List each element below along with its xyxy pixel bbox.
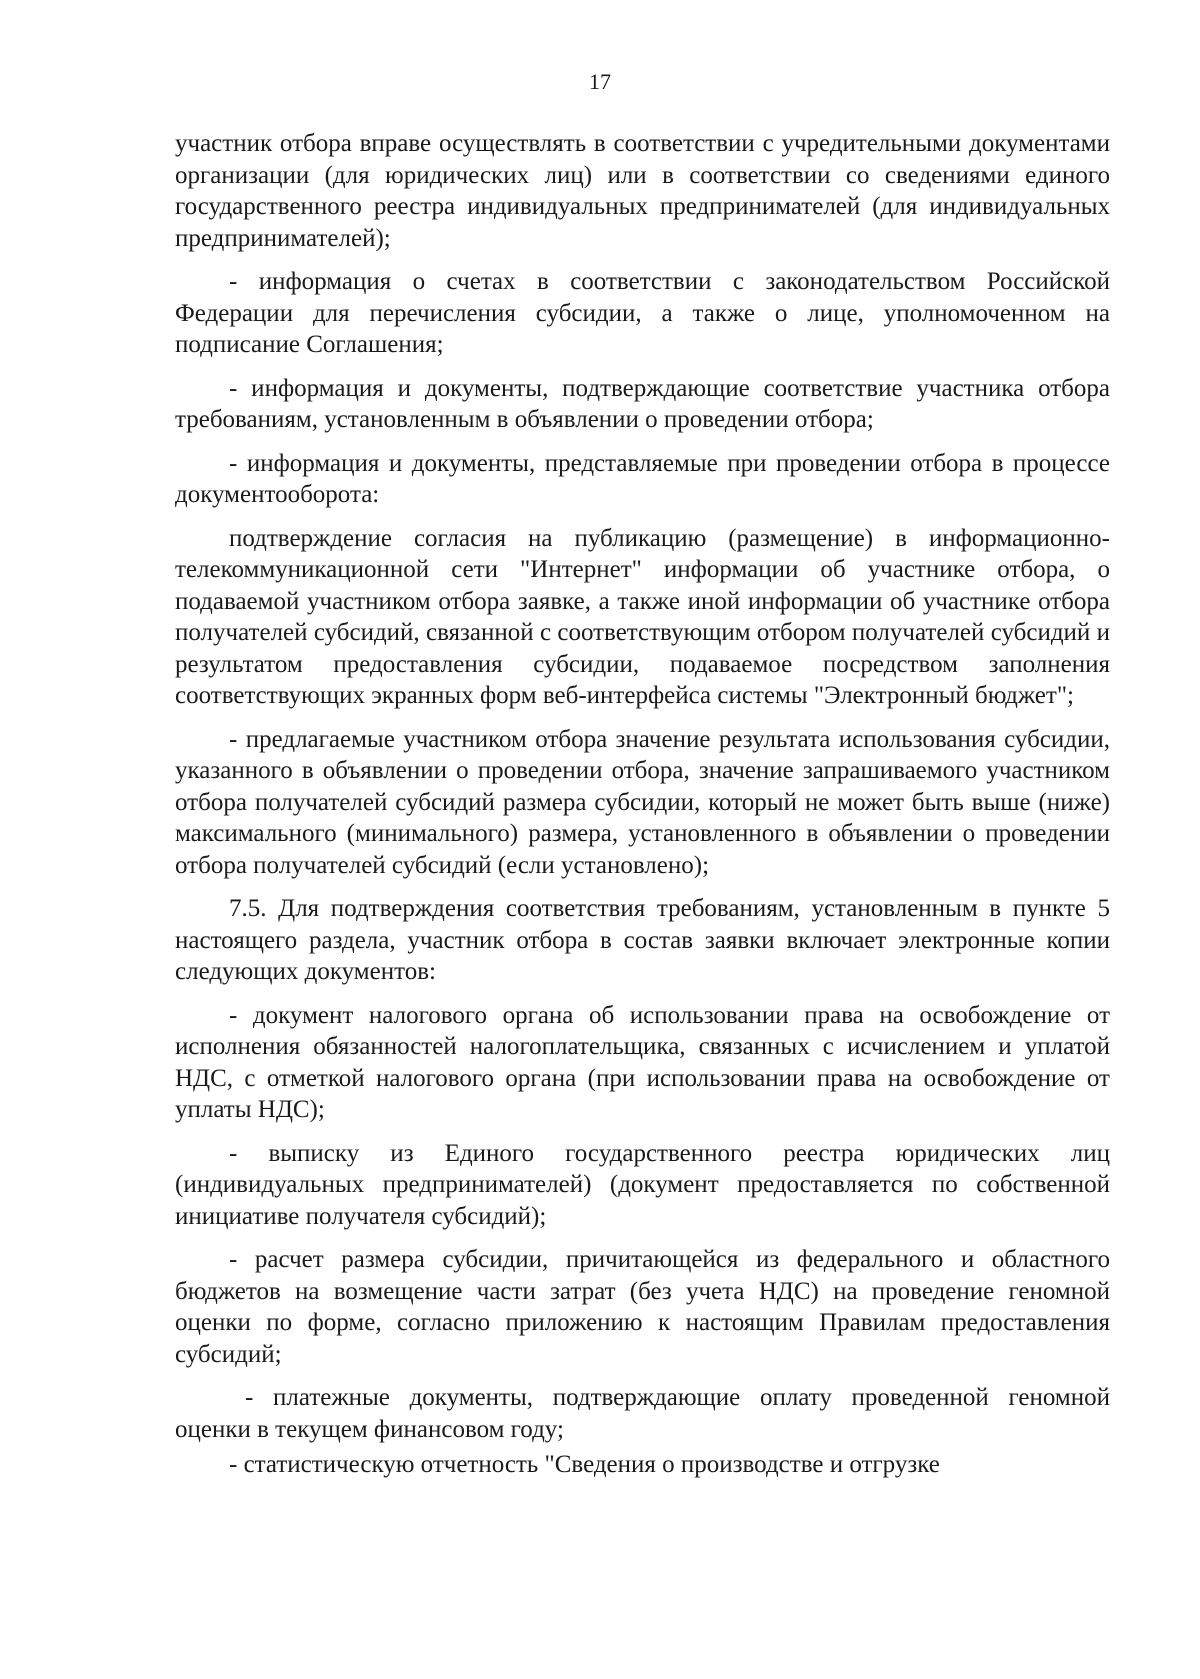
paragraph-1: участник отбора вправе осуществлять в соответствии с учредительными документами организации (для юридических лиц) или в соответствии со сведениями единого государственного реестра индивидуальных предпринимателей (для индивидуальных предпринимателей); — [175, 130, 1110, 252]
paragraph-9: - выписку из Единого государственного реестра юридических лиц (индивидуальных предпринимателей) (документ предоставляется по собственной инициативе получателя субсидий); — [175, 1139, 1110, 1230]
paragraph-7: 7.5. Для подтверждения соответствия требованиям, установленным в пункте 5 настоящего раздела, участник отбора в состав заявки включает электронные копии следующих документов: — [175, 895, 1110, 985]
paragraph-2: - информация о счетах в соответствии с законодательством Российской Федерации для перечисления субсидии, а также о лице, уполномоченном на подписание Соглашения; — [175, 268, 1110, 358]
paragraph-6: - предлагаемые участником отбора значение результата использования субсидии, указанного в объявлении о проведении отбора, значение запрашиваемого участником отбора получателей субсидий размера субсидии, который не может быть выше (ниже) максимального (минимального) размера, установленного в объявлении о проведении отбора получателей субсидий (если установлено); — [175, 725, 1110, 879]
paragraph-8: - документ налогового органа об использовании права на освобождение от исполнения обязанностей налогоплательщика, связанных с исчислением и уплатой НДС, с отметкой налогового органа (при использовании права на освобождение от уплаты НДС); — [175, 1001, 1110, 1123]
paragraph-12: - статистическую отчетность "Сведения о производстве и отгрузке — [229, 1451, 940, 1478]
page-number: 17 — [589, 69, 611, 94]
paragraph-3: - информация и документы, подтверждающие соответствие участника отбора требованиям, установленным в объявлении о проведении отбора; — [175, 374, 1110, 433]
document-body — [175, 128, 1110, 1493]
paragraph-5: подтверждение согласия на публикацию (размещение) в информационно-телекоммуникационной сети "Интернет" информации об участнике отбора, о подаваемой участником отбора заявке, а также иной информации об участнике отбора получателей субсидий, связанной с соответствующим отбором получателей субсидий и результатом предоставления субсидии, подаваемое посредством заполнения соответствующих экранных форм веб-интерфейса системы "Электронный бюджет"; — [175, 524, 1110, 709]
paragraph-11: - платежные документы, подтверждающие оплату проведенной геномной оценки в текущем финансовом году; — [175, 1384, 1110, 1443]
paragraph-10: - расчет размера субсидии, причитающейся из федерального и областного бюджетов на возмещение части затрат (без учета НДС) на проведение геномной оценки по форме, согласно приложению к настоящим Правилам предоставления субсидий; — [175, 1246, 1110, 1368]
paragraph-4: - информация и документы, представляемые при проведении отбора в процессе документооборота: — [175, 449, 1110, 508]
